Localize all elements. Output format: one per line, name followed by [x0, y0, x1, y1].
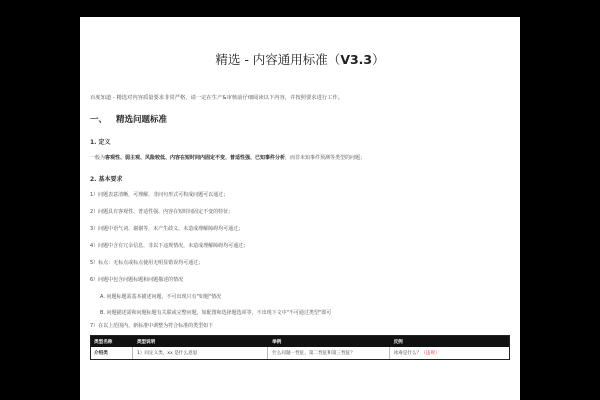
table-header-cell: 反例 [393, 339, 403, 345]
section-heading: 一、 精选问题标准 [90, 115, 168, 125]
requirement-item: 2）问题具有客观性、普适性强、内容在短时间固定不变的特征； [90, 209, 234, 215]
requirement-item: 3）问题中语气词、谢谢等，未产生歧义、未造成理解障碍均可通过； [90, 226, 244, 232]
types-table [90, 335, 510, 360]
violation-note: （违规） [421, 351, 440, 356]
requirement-item: 7）在以上范围内，新标准中调整为符合标准的类型如下 [90, 323, 214, 329]
intro-paragraph: 百度知道 - 精选对内容质量要求非常严格，请一定在生产&审核前仔细阅读以下内容，并按照要求进行工作。 [90, 95, 344, 101]
table-cell-example: 什么问题一性征，第二性征和第三性征？ [268, 347, 389, 359]
sub-requirement-item: B. 问题描述需和问题标题有关联或完整问题，如配图和选择题选项等，不出现下文中"不可通过类型"即可 [100, 310, 332, 316]
table-header-row [91, 336, 509, 347]
definition-heading: 1. 定义 [90, 139, 111, 146]
definition-text: 一般为客观性、弱主观、风险较低、内容在短时间内固定不变、普适性强、已知事件分析，而非未知事件预测等类型的问题； [90, 155, 366, 161]
requirement-item: 4）问题中含有冗余信息，非以下违规情况，未造成理解障碍均可通过； [90, 243, 249, 249]
table-cell-desc: 1）问定义类，xx 是什么意思 [133, 347, 268, 359]
requirement-item: 1）问题表意清晰，可理解，非问句形式可构成问题可以通过； [90, 192, 229, 198]
table-row [91, 347, 509, 359]
table-cell-type: 介绍类 [91, 347, 133, 359]
requirement-item: 6）问题中包含问题标题和问题描述的情况 [90, 277, 184, 283]
requirements-heading: 2. 基本要求 [90, 176, 123, 183]
sub-requirement-item: A. 问题标题需基本描述问题，不可出现只有"如题"情况 [100, 294, 222, 300]
document-page [80, 17, 520, 400]
version-label: V3.3 [340, 52, 373, 67]
table-header-cell: 类型说明 [136, 339, 156, 345]
table-header-cell: 类型名称 [94, 339, 113, 345]
table-header-cell: 举例 [272, 339, 282, 345]
document-title: 精选 - 内容通用标准（V3.3） [215, 52, 385, 67]
table-cell-counter: 冰毒是什么？ （违规） [393, 351, 440, 356]
requirement-item: 5）标点：无标点或标点使用无明显错误均可通过； [90, 260, 204, 266]
